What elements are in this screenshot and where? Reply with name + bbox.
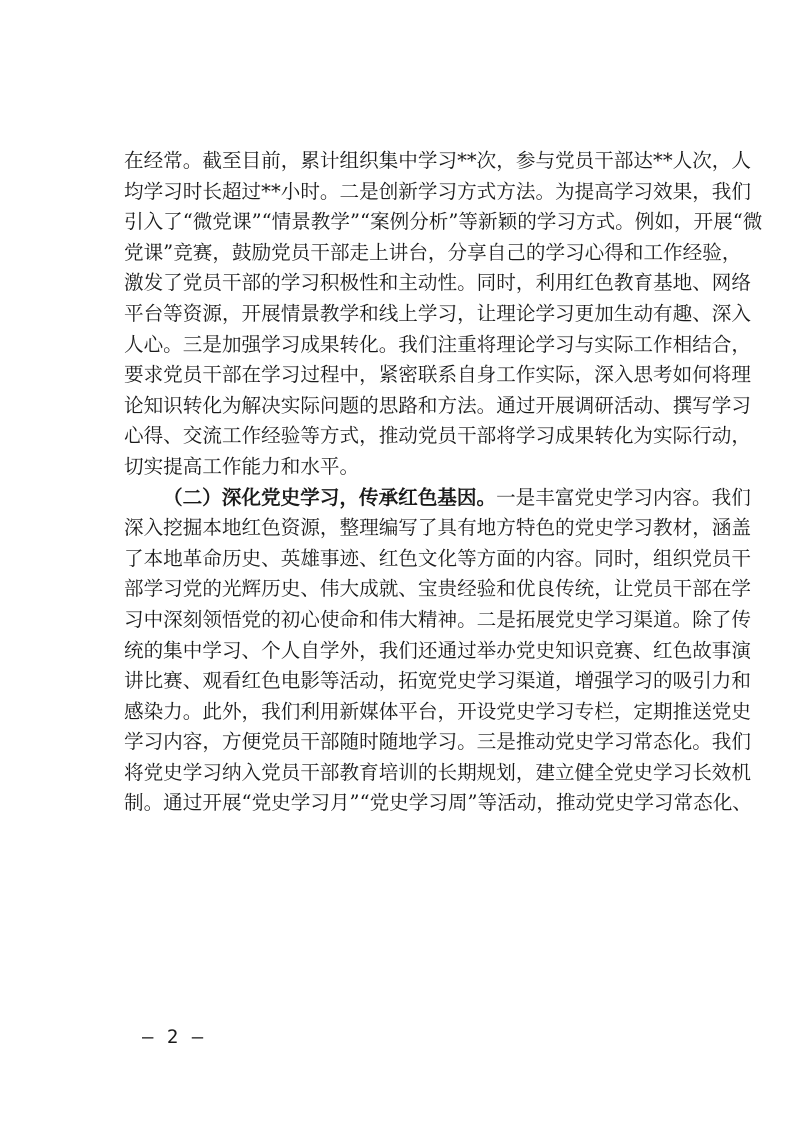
paragraph2-line: 部学习党的光辉历史、伟大成就、宝贵经验和优良传统，让党员干部在学 bbox=[124, 577, 751, 601]
paragraph1-line: 人心。三是加强学习成果转化。我们注重将理论学习与实际工作相结合， bbox=[124, 332, 751, 356]
paragraph1-line: 平台等资源，开展情景教学和线上学习，让理论学习更加生动有趣、深入 bbox=[124, 301, 751, 325]
paragraph1-line: 在经常。截至目前，累计组织集中学习**次，参与党员干部达**人次，人 bbox=[124, 149, 751, 172]
paragraph1-line: 激发了党员干部的学习积极性和主动性。同时，利用红色教育基地、网络 bbox=[124, 271, 751, 295]
paragraph2-line: 将党史学习纳入党员干部教育培训的长期规划，建立健全党史学习长效机 bbox=[124, 760, 751, 784]
paragraph2-line: 讲比赛、观看红色电影等活动，拓宽党史学习渠道，增强学习的吸引力和 bbox=[124, 669, 751, 693]
paragraph1-line: 均学习时长超过**小时。二是创新学习方式方法。为提高学习效果，我们 bbox=[124, 179, 751, 203]
paragraph2-line: 了本地革命历史、英雄事迹、红色文化等方面的内容。同时，组织党员干 bbox=[124, 546, 751, 570]
paragraph2-first-line-text: 一是丰富党史学习内容。我们 bbox=[496, 485, 751, 509]
paragraph1-line: 党课”竞赛，鼓励党员干部走上讲台，分享自己的学习心得和工作经验， bbox=[124, 240, 742, 264]
paragraph2-line: 感染力。此外，我们利用新媒体平台，开设党史学习专栏，定期推送党史 bbox=[124, 699, 751, 723]
body-text bbox=[124, 146, 763, 819]
paragraph1-line: 论知识转化为解决实际问题的思路和方法。通过开展调研活动、撰写学习 bbox=[124, 393, 751, 417]
paragraph2-line: 深入挖掘本地红色资源，整理编写了具有地方特色的党史学习教材，涵盖 bbox=[124, 516, 751, 540]
paragraph2-line: 学习内容，方便党员干部随时随地学习。三是推动党史学习常态化。我们 bbox=[124, 730, 751, 754]
paragraph1-line: 心得、交流工作经验等方式，推动党员干部将学习成果转化为实际行动， bbox=[124, 424, 751, 448]
paragraph2-line: 统的集中学习、个人自学外，我们还通过举办党史知识竞赛、红色故事演 bbox=[124, 638, 751, 662]
paragraph1-line: 要求党员干部在学习过程中，紧密联系自身工作实际，深入思考如何将理 bbox=[124, 363, 751, 387]
paragraph2-first-line bbox=[124, 483, 751, 514]
section-heading: （二）深化党史学习，传承红色基因。 bbox=[163, 485, 497, 509]
paragraph1-line: 引入了“微党课”“情景教学”“案例分析”等新颖的学习方式。例如，开展“微 bbox=[124, 210, 763, 234]
page-number: — 2 — bbox=[142, 1026, 205, 1048]
paragraph2-line: 制。通过开展“党史学习月”“党史学习周”等活动，推动党史学习常态化、 bbox=[124, 791, 752, 815]
paragraph1-line: 切实提高工作能力和水平。 bbox=[124, 454, 360, 478]
paragraph2-line: 习中深刻领悟党的初心使命和伟大精神。二是拓展党史学习渠道。除了传 bbox=[124, 607, 751, 631]
